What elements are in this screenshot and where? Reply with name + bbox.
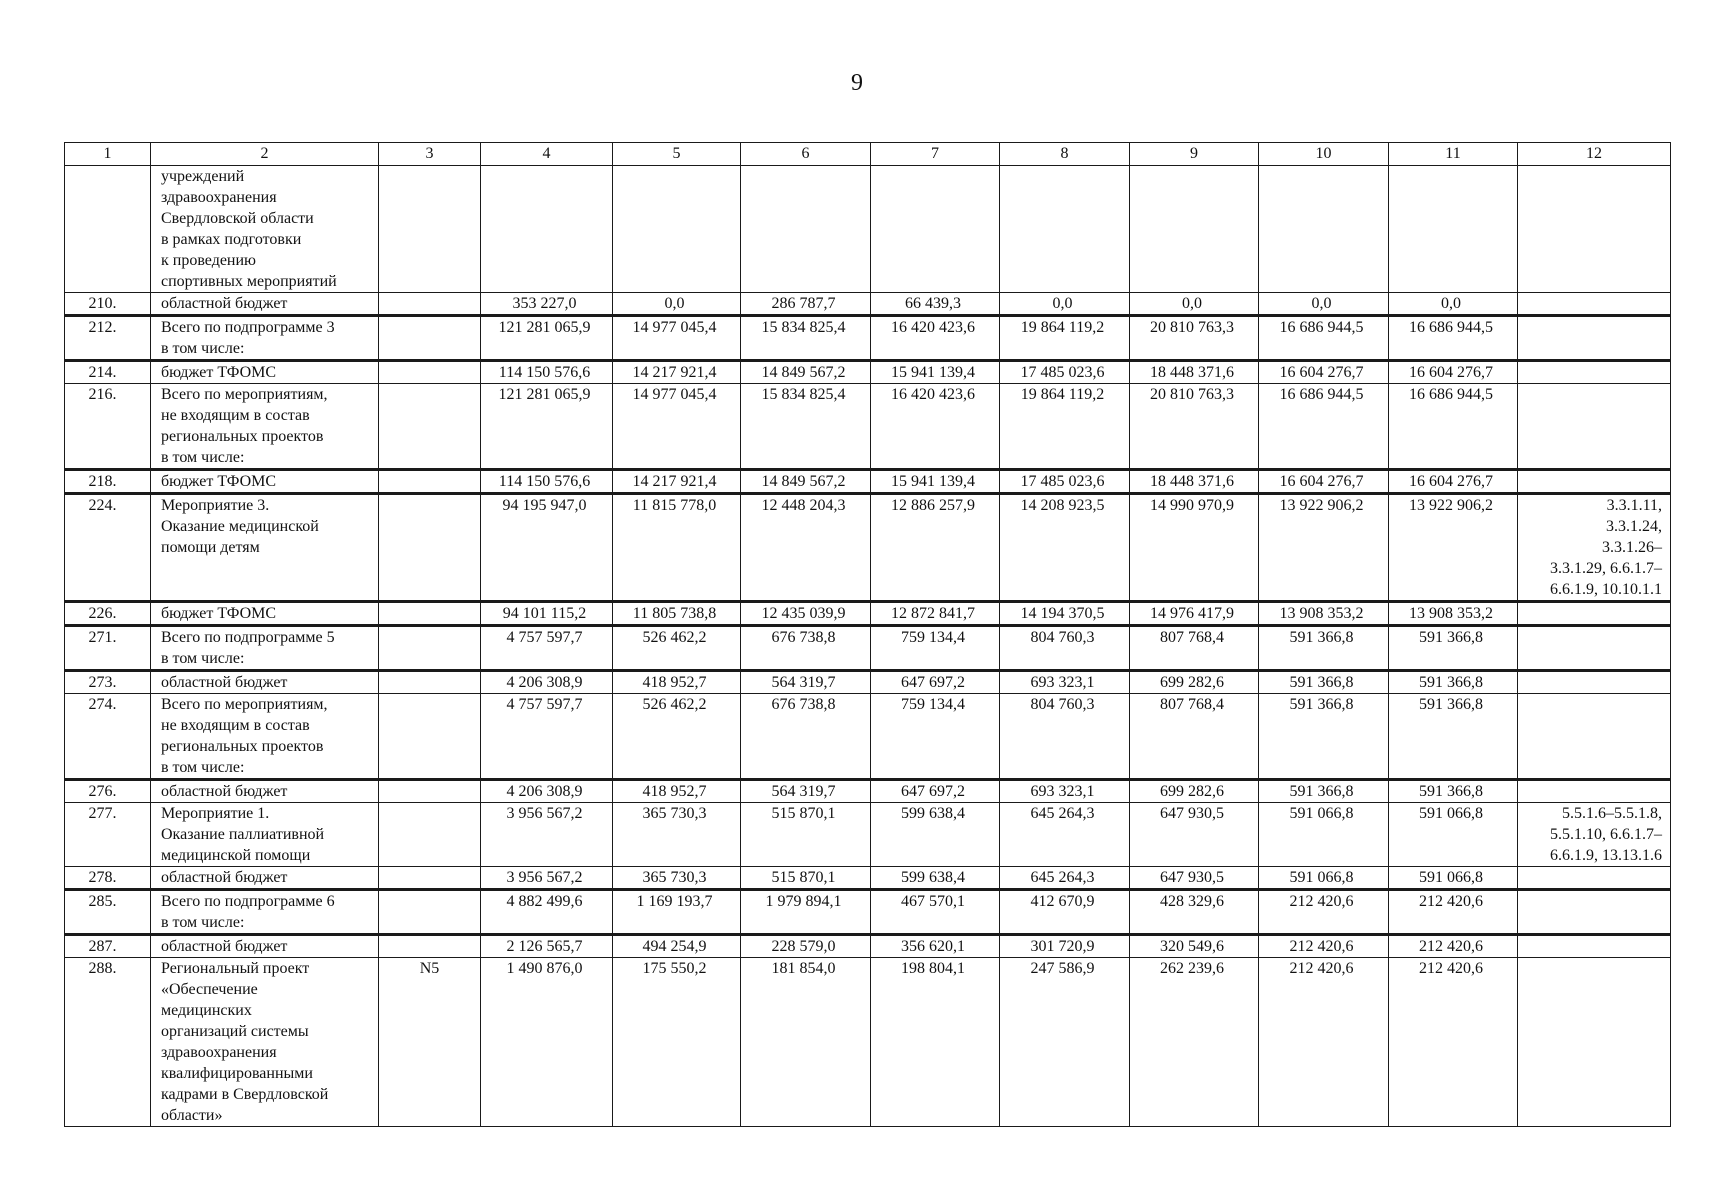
table-row [65,361,1671,384]
column-header: 10 [1259,143,1389,166]
value-cell: 3 956 567,2 [481,867,613,890]
row-name-cell: Всего по мероприятиям, не входящим в состав региональных проектов в том числе: [151,384,379,470]
value-cell: 4 757 597,7 [481,626,613,671]
value-cell: 286 787,7 [741,293,871,316]
value-cell: 699 282,6 [1130,671,1259,694]
code-cell [379,316,481,361]
code-cell [379,384,481,470]
value-cell: 12 886 257,9 [871,494,1000,602]
target-indicator-cell [1518,361,1671,384]
value-cell: 591 366,8 [1389,626,1518,671]
table-row [65,890,1671,935]
target-indicator-cell [1518,166,1671,293]
value-cell: 16 420 423,6 [871,384,1000,470]
value-cell: 11 815 778,0 [613,494,741,602]
table-row [65,166,1671,293]
column-header: 7 [871,143,1000,166]
value-cell [613,166,741,293]
value-cell: 14 849 567,2 [741,361,871,384]
value-cell: 1 169 193,7 [613,890,741,935]
column-header: 9 [1130,143,1259,166]
row-number-cell [65,166,151,293]
table-row [65,494,1671,602]
column-header: 1 [65,143,151,166]
value-cell [1130,166,1259,293]
row-number-cell: 285. [65,890,151,935]
table-row [65,867,1671,890]
value-cell: 94 195 947,0 [481,494,613,602]
column-header: 2 [151,143,379,166]
value-cell: 320 549,6 [1130,935,1259,958]
value-cell: 4 206 308,9 [481,780,613,803]
value-cell: 591 066,8 [1259,867,1389,890]
value-cell: 599 638,4 [871,803,1000,867]
value-cell: 12 448 204,3 [741,494,871,602]
row-name-cell: Всего по подпрограмме 5 в том числе: [151,626,379,671]
row-number-cell: 224. [65,494,151,602]
row-name-cell: областной бюджет [151,671,379,694]
value-cell: 121 281 065,9 [481,384,613,470]
target-indicator-cell [1518,602,1671,626]
table-row [65,935,1671,958]
value-cell: 15 941 139,4 [871,361,1000,384]
value-cell: 0,0 [1000,293,1130,316]
value-cell: 365 730,3 [613,803,741,867]
value-cell: 212 420,6 [1389,958,1518,1127]
value-cell: 16 686 944,5 [1389,316,1518,361]
value-cell: 591 066,8 [1389,867,1518,890]
row-name-cell: Всего по мероприятиям, не входящим в состав региональных проектов в том числе: [151,694,379,780]
table-row [65,803,1671,867]
value-cell [871,166,1000,293]
value-cell: 16 604 276,7 [1259,470,1389,494]
code-cell [379,780,481,803]
value-cell: 16 686 944,5 [1389,384,1518,470]
value-cell: 18 448 371,6 [1130,470,1259,494]
row-number-cell: 226. [65,602,151,626]
code-cell [379,867,481,890]
value-cell: 212 420,6 [1389,890,1518,935]
value-cell: 591 366,8 [1259,626,1389,671]
value-cell [741,166,871,293]
target-indicator-cell [1518,470,1671,494]
value-cell: 66 439,3 [871,293,1000,316]
target-indicator-cell [1518,780,1671,803]
table-row [65,780,1671,803]
value-cell: 494 254,9 [613,935,741,958]
target-indicator-cell [1518,316,1671,361]
value-cell: 356 620,1 [871,935,1000,958]
value-cell: 247 586,9 [1000,958,1130,1127]
row-number-cell: 210. [65,293,151,316]
value-cell: 0,0 [613,293,741,316]
value-cell: 645 264,3 [1000,867,1130,890]
row-number-cell: 212. [65,316,151,361]
row-name-cell: учреждений здравоохранения Свердловской области в рамках подготовки к проведению спортивных мероприятий [151,166,379,293]
row-number-cell: 278. [65,867,151,890]
value-cell: 212 420,6 [1259,958,1389,1127]
page-number: 9 [851,70,863,96]
value-cell: 353 227,0 [481,293,613,316]
value-cell: 17 485 023,6 [1000,361,1130,384]
value-cell: 11 805 738,8 [613,602,741,626]
code-cell [379,470,481,494]
row-name-cell: Региональный проект «Обеспечение медицинских организаций системы здравоохранения квалифицированными кадрами в Свердловской области» [151,958,379,1127]
value-cell: 807 768,4 [1130,626,1259,671]
value-cell: 591 366,8 [1259,671,1389,694]
value-cell: 17 485 023,6 [1000,470,1130,494]
code-cell [379,694,481,780]
row-name-cell: бюджет ТФОМС [151,361,379,384]
value-cell: 262 239,6 [1130,958,1259,1127]
value-cell: 804 760,3 [1000,694,1130,780]
value-cell: 647 697,2 [871,671,1000,694]
target-indicator-cell [1518,384,1671,470]
value-cell: 1 979 894,1 [741,890,871,935]
value-cell: 14 977 045,4 [613,384,741,470]
value-cell: 412 670,9 [1000,890,1130,935]
value-cell: 198 804,1 [871,958,1000,1127]
table-row [65,602,1671,626]
value-cell: 759 134,4 [871,626,1000,671]
value-cell: 693 323,1 [1000,780,1130,803]
value-cell: 15 834 825,4 [741,316,871,361]
column-header: 12 [1518,143,1671,166]
value-cell: 645 264,3 [1000,803,1130,867]
row-name-cell: областной бюджет [151,293,379,316]
row-number-cell: 214. [65,361,151,384]
value-cell: 591 366,8 [1389,780,1518,803]
value-cell: 515 870,1 [741,867,871,890]
table-row [65,671,1671,694]
value-cell: 4 757 597,7 [481,694,613,780]
table-body [65,166,1671,1127]
value-cell: 591 066,8 [1389,803,1518,867]
code-cell [379,935,481,958]
value-cell [1389,166,1518,293]
code-cell: N5 [379,958,481,1127]
value-cell: 428 329,6 [1130,890,1259,935]
value-cell: 0,0 [1389,293,1518,316]
value-cell: 693 323,1 [1000,671,1130,694]
value-cell: 418 952,7 [613,671,741,694]
target-indicator-cell [1518,626,1671,671]
row-number-cell: 273. [65,671,151,694]
row-number-cell: 271. [65,626,151,671]
value-cell: 16 604 276,7 [1389,361,1518,384]
value-cell: 16 686 944,5 [1259,316,1389,361]
code-cell [379,166,481,293]
row-name-cell: областной бюджет [151,867,379,890]
value-cell: 0,0 [1259,293,1389,316]
row-number-cell: 274. [65,694,151,780]
value-cell: 699 282,6 [1130,780,1259,803]
value-cell: 19 864 119,2 [1000,384,1130,470]
value-cell: 647 930,5 [1130,867,1259,890]
target-indicator-cell: 5.5.1.6–5.5.1.8, 5.5.1.10, 6.6.1.7– 6.6.1.9, 13.13.1.6 [1518,803,1671,867]
value-cell: 365 730,3 [613,867,741,890]
value-cell: 14 208 923,5 [1000,494,1130,602]
code-cell [379,602,481,626]
value-cell: 2 126 565,7 [481,935,613,958]
value-cell: 564 319,7 [741,780,871,803]
row-name-cell: бюджет ТФОМС [151,602,379,626]
row-name-cell: областной бюджет [151,780,379,803]
value-cell: 4 206 308,9 [481,671,613,694]
value-cell: 676 738,8 [741,694,871,780]
value-cell: 14 977 045,4 [613,316,741,361]
target-indicator-cell [1518,293,1671,316]
target-indicator-cell [1518,867,1671,890]
value-cell: 12 435 039,9 [741,602,871,626]
value-cell: 20 810 763,3 [1130,316,1259,361]
value-cell: 515 870,1 [741,803,871,867]
value-cell: 807 768,4 [1130,694,1259,780]
row-name-cell: бюджет ТФОМС [151,470,379,494]
value-cell: 212 420,6 [1259,935,1389,958]
value-cell: 114 150 576,6 [481,470,613,494]
column-header: 5 [613,143,741,166]
value-cell: 591 366,8 [1259,694,1389,780]
target-indicator-cell [1518,935,1671,958]
target-indicator-cell [1518,671,1671,694]
budget-table [64,142,1671,1127]
value-cell: 804 760,3 [1000,626,1130,671]
value-cell: 16 604 276,7 [1259,361,1389,384]
value-cell: 1 490 876,0 [481,958,613,1127]
value-cell: 0,0 [1130,293,1259,316]
value-cell: 12 872 841,7 [871,602,1000,626]
column-header: 11 [1389,143,1518,166]
code-cell [379,803,481,867]
code-cell [379,494,481,602]
code-cell [379,890,481,935]
value-cell: 599 638,4 [871,867,1000,890]
value-cell: 526 462,2 [613,694,741,780]
value-cell: 14 849 567,2 [741,470,871,494]
value-cell: 14 217 921,4 [613,361,741,384]
row-number-cell: 287. [65,935,151,958]
value-cell: 15 834 825,4 [741,384,871,470]
code-cell [379,626,481,671]
table-row [65,384,1671,470]
value-cell: 15 941 139,4 [871,470,1000,494]
value-cell: 591 366,8 [1389,671,1518,694]
table-row [65,470,1671,494]
column-header: 4 [481,143,613,166]
column-header: 6 [741,143,871,166]
value-cell: 175 550,2 [613,958,741,1127]
value-cell: 121 281 065,9 [481,316,613,361]
value-cell: 526 462,2 [613,626,741,671]
value-cell: 591 366,8 [1389,694,1518,780]
target-indicator-cell [1518,694,1671,780]
code-cell [379,671,481,694]
value-cell: 14 990 970,9 [1130,494,1259,602]
value-cell: 16 420 423,6 [871,316,1000,361]
value-cell: 564 319,7 [741,671,871,694]
value-cell: 13 908 353,2 [1259,602,1389,626]
value-cell: 467 570,1 [871,890,1000,935]
value-cell: 418 952,7 [613,780,741,803]
value-cell: 676 738,8 [741,626,871,671]
value-cell: 228 579,0 [741,935,871,958]
value-cell: 14 194 370,5 [1000,602,1130,626]
value-cell [1000,166,1130,293]
header-row [65,143,1671,166]
row-name-cell: Всего по подпрограмме 6 в том числе: [151,890,379,935]
column-header: 8 [1000,143,1130,166]
row-name-cell: Мероприятие 3. Оказание медицинской помощи детям [151,494,379,602]
value-cell: 13 922 906,2 [1259,494,1389,602]
table-row [65,958,1671,1127]
row-name-cell: Всего по подпрограмме 3 в том числе: [151,316,379,361]
value-cell: 759 134,4 [871,694,1000,780]
value-cell: 16 604 276,7 [1389,470,1518,494]
target-indicator-cell [1518,890,1671,935]
value-cell: 647 697,2 [871,780,1000,803]
value-cell: 114 150 576,6 [481,361,613,384]
value-cell: 20 810 763,3 [1130,384,1259,470]
value-cell: 647 930,5 [1130,803,1259,867]
value-cell: 14 976 417,9 [1130,602,1259,626]
row-number-cell: 277. [65,803,151,867]
row-number-cell: 276. [65,780,151,803]
target-indicator-cell: 3.3.1.11, 3.3.1.24, 3.3.1.26– 3.3.1.29, 6.6.1.7– 6.6.1.9, 10.10.1.1 [1518,494,1671,602]
table-row [65,626,1671,671]
value-cell: 4 882 499,6 [481,890,613,935]
row-number-cell: 218. [65,470,151,494]
value-cell: 3 956 567,2 [481,803,613,867]
target-indicator-cell [1518,958,1671,1127]
value-cell: 18 448 371,6 [1130,361,1259,384]
row-number-cell: 216. [65,384,151,470]
value-cell: 14 217 921,4 [613,470,741,494]
code-cell [379,361,481,384]
value-cell: 19 864 119,2 [1000,316,1130,361]
row-name-cell: областной бюджет [151,935,379,958]
row-name-cell: Мероприятие 1. Оказание паллиативной медицинской помощи [151,803,379,867]
table-row [65,694,1671,780]
value-cell: 13 908 353,2 [1389,602,1518,626]
column-header: 3 [379,143,481,166]
value-cell: 591 066,8 [1259,803,1389,867]
table-row [65,316,1671,361]
code-cell [379,293,481,316]
value-cell: 94 101 115,2 [481,602,613,626]
value-cell: 13 922 906,2 [1389,494,1518,602]
value-cell: 16 686 944,5 [1259,384,1389,470]
value-cell: 212 420,6 [1259,890,1389,935]
table-row [65,293,1671,316]
row-number-cell: 288. [65,958,151,1127]
value-cell: 301 720,9 [1000,935,1130,958]
value-cell: 181 854,0 [741,958,871,1127]
value-cell: 591 366,8 [1259,780,1389,803]
value-cell: 212 420,6 [1389,935,1518,958]
value-cell [1259,166,1389,293]
value-cell [481,166,613,293]
